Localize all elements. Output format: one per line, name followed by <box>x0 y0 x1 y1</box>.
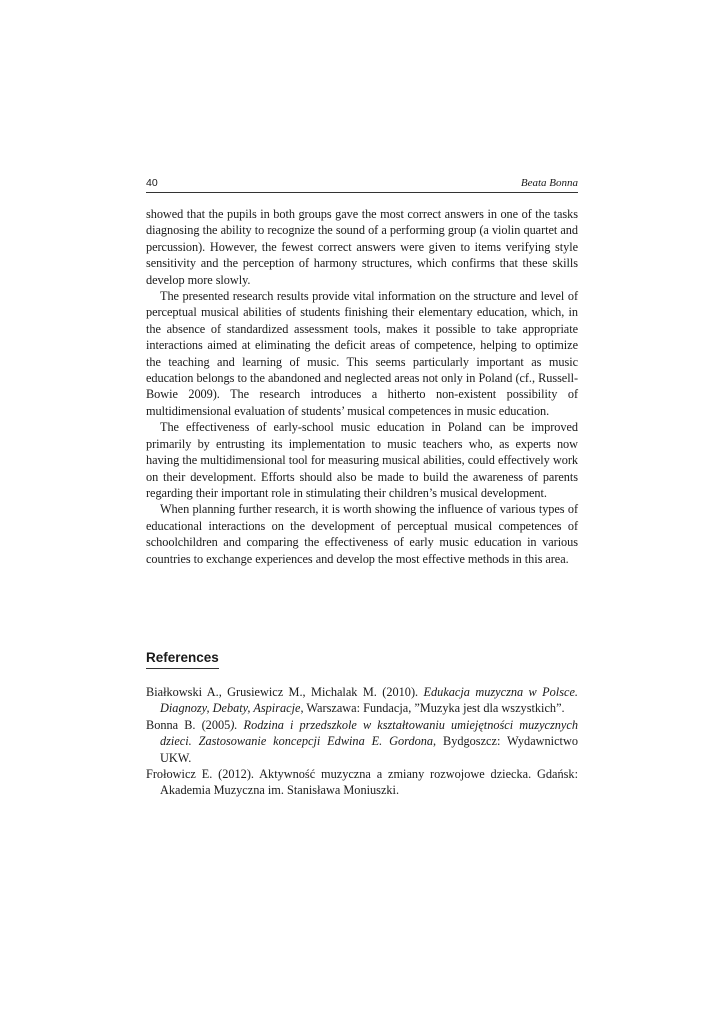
paragraph-3: The effectiveness of early-school music education in Poland can be improved primarily by entrusting its implementation to music teachers who, as experts now having the multidimensional tool for measuring musical abilities, could effectively work on their development. Efforts should also be made to build the awareness of parents regarding their important role in stimulating their children’s musical development. <box>146 420 578 500</box>
reference-item-bialkowski <box>146 684 578 717</box>
reference-title: Edukacja muzyczna w Polsce. Diagnozy, Debaty, Aspiracje <box>160 685 578 716</box>
reference-authors: Bonna B. (2005 <box>146 717 231 732</box>
paragraph-1: showed that the pupils in both groups gave the most correct answers in one of the tasks diagnosing the ability to recognize the sound of a performing group (a violin quartet and percussion). However, the fewest correct answers were given to items verifying style sensitivity and the perception of harmony structures, which confirms that these skills develop more slowly. <box>146 207 578 287</box>
paragraph-4: When planning further research, it is worth showing the influence of various types of educational interactions on the development of perceptual musical competences of schoolchildren and comparing the effectiveness of early music education in various countries to exchange experiences and develop the most effective methods in this area. <box>146 502 578 566</box>
references-heading: References <box>146 650 219 669</box>
reference-authors: Białkowski A., Grusiewicz M., Michalak M. (2010). <box>146 685 424 699</box>
reference-item-frolowicz <box>146 766 578 799</box>
references-list <box>146 684 578 799</box>
paragraph-2: The presented research results provide vital information on the structure and level of perceptual musical abilities of students finishing their elementary education, which, in the absence of standardized assessment tools, makes it possible to take appropriate interactions aimed at eliminating the deficit areas of competence, helping to optimize the teaching and learning of music. This seems particularly important as music education belongs to the abandoned and neglected areas not only in Poland (cf., Russell-Bowie 2009). The research introduces a hitherto non-existent possibility of multidimensional evaluation of students’ musical competences in music education. <box>146 289 578 418</box>
running-head-author: Beata Bonna <box>520 177 578 189</box>
page-header <box>146 176 578 193</box>
reference-publisher: , Bydgoszcz: Wydawnictwo UKW. <box>160 734 579 765</box>
reference-item-bonna <box>146 717 578 766</box>
body-text <box>146 206 578 567</box>
reference-publisher: , Warszawa: Fundacja, ”Muzyka jest dla wszystkich”. <box>300 701 565 716</box>
reference-authors: Frołowicz E. (2012). Aktywność muzyczna a zmiany rozwojowe dziecka. Gdańsk: Akademia Muzyczna im. Stanisława Moniuszki. <box>146 767 578 798</box>
reference-title: ). Rodzina i przedszkole w kształtowaniu umiejętności muzycznych dzieci. Zastosowanie koncepcji Edwina E. Gordona <box>160 717 578 749</box>
page-number: 40 <box>146 177 158 189</box>
